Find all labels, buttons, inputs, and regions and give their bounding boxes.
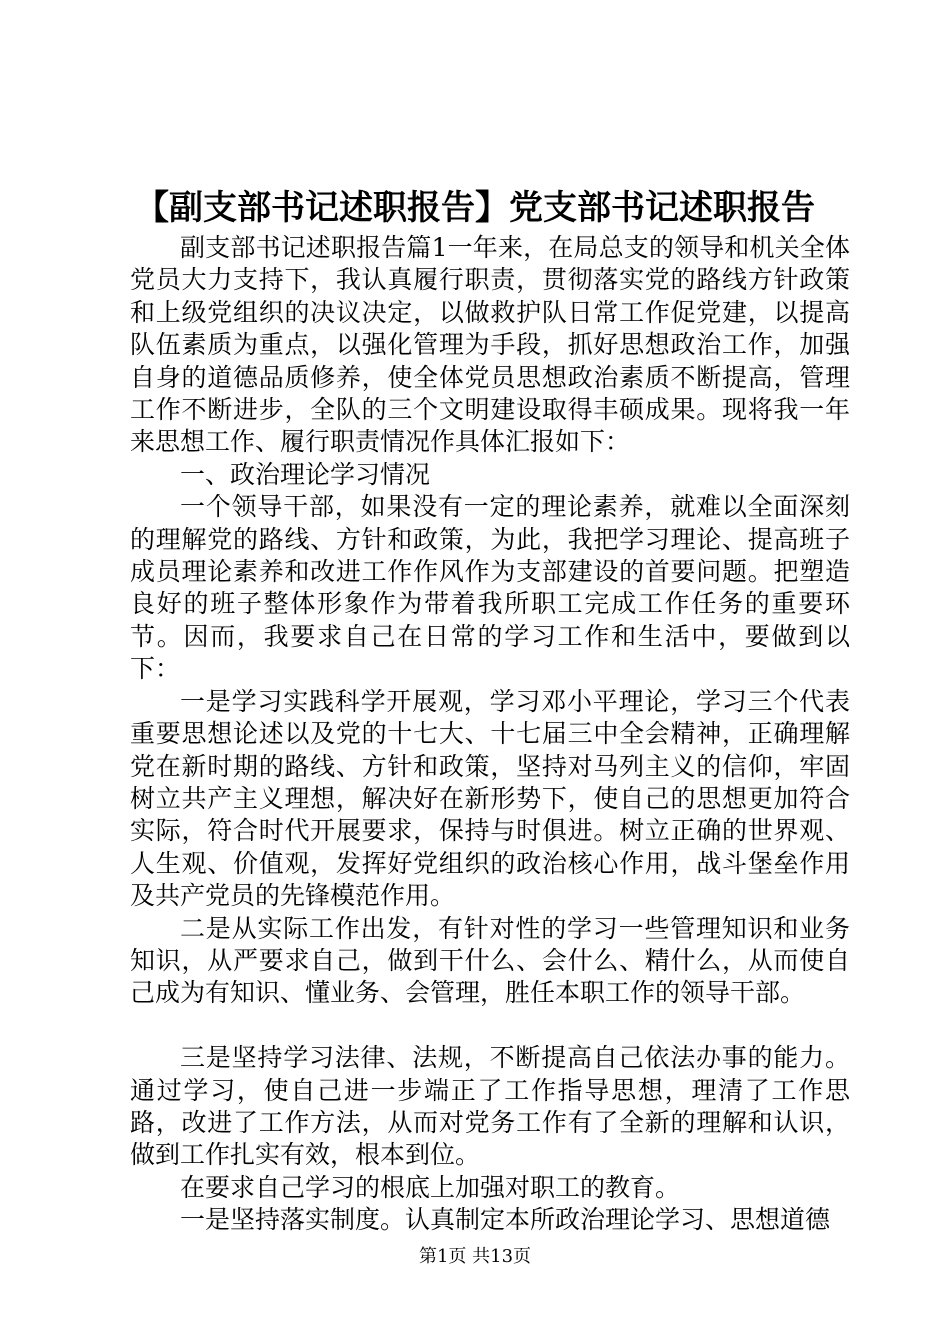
page-footer: 第1页 共13页 — [418, 1246, 532, 1267]
paragraph: 一个领导干部，如果没有一定的理论素养，就难以全面深刻的理解党的路线、方针和政策，为此，我把学习理论、提高班子成员理论素养和改进工作作风作为支部建设的首要问题。把塑造良好的班子整体形象作为带着我所职工完成工作任务的重要环节。因而，我要求自己在日常的学习工作和生活中，要做到以下： — [130, 492, 850, 684]
paragraph: 在要求自己学习的根底上加强对职工的教育。 — [180, 1172, 681, 1202]
paragraph: 一是学习实践科学开展观，学习邓小平理论，学习三个代表重要思想论述以及党的十七大、十七届三中全会精神，正确理解党在新时期的路线、方针和政策，坚持对马列主义的信仰，牢固树立共产主义理想，解决好在新形势下，使自己的思想更加符合实际，符合时代开展要求，保持与时俱进。树立正确的世界观、人生观、价值观，发挥好党组织的政治核心作用，战斗堡垒作用及共产党员的先锋模范作用。 — [130, 686, 850, 911]
document-body — [130, 232, 850, 1237]
section-heading: 一、政治理论学习情况 — [180, 459, 431, 489]
paragraph: 二是从实际工作出发，有针对性的学习一些管理知识和业务知识，从严要求自己，做到干什么、会什么、精什么，从而使自己成为有知识、懂业务、会管理，胜任本职工作的领导干部。 — [130, 913, 850, 1008]
paragraph: 三是坚持学习法律、法规，不断提高自己依法办事的能力。通过学习，使自己进一步端正了工作指导思想，理清了工作思路，改进了工作方法，从而对党务工作有了全新的理解和认识，做到工作扎实有效，根本到位。 — [130, 1043, 850, 1170]
paragraph-spacer — [130, 1010, 850, 1042]
document-title: 【副支部书记述职报告】党支部书记述职报告 — [135, 188, 815, 228]
paragraph: 一是坚持落实制度。认真制定本所政治理论学习、思想道德 — [180, 1205, 831, 1235]
paragraph-intro: 副支部书记述职报告篇1一年来，在局总支的领导和机关全体党员大力支持下，我认真履行职责，贯彻落实党的路线方针政策和上级党组织的决议决定，以做救护队日常工作促党建，以提高队伍素质为重点，以强化管理为手段，抓好思想政治工作，加强自身的道德品质修养，使全体党员思想政治素质不断提高，管理工作不断进步，全队的三个文明建设取得丰硕成果。现将我一年来思想工作、履行职责情况作具体汇报如下： — [130, 233, 850, 457]
